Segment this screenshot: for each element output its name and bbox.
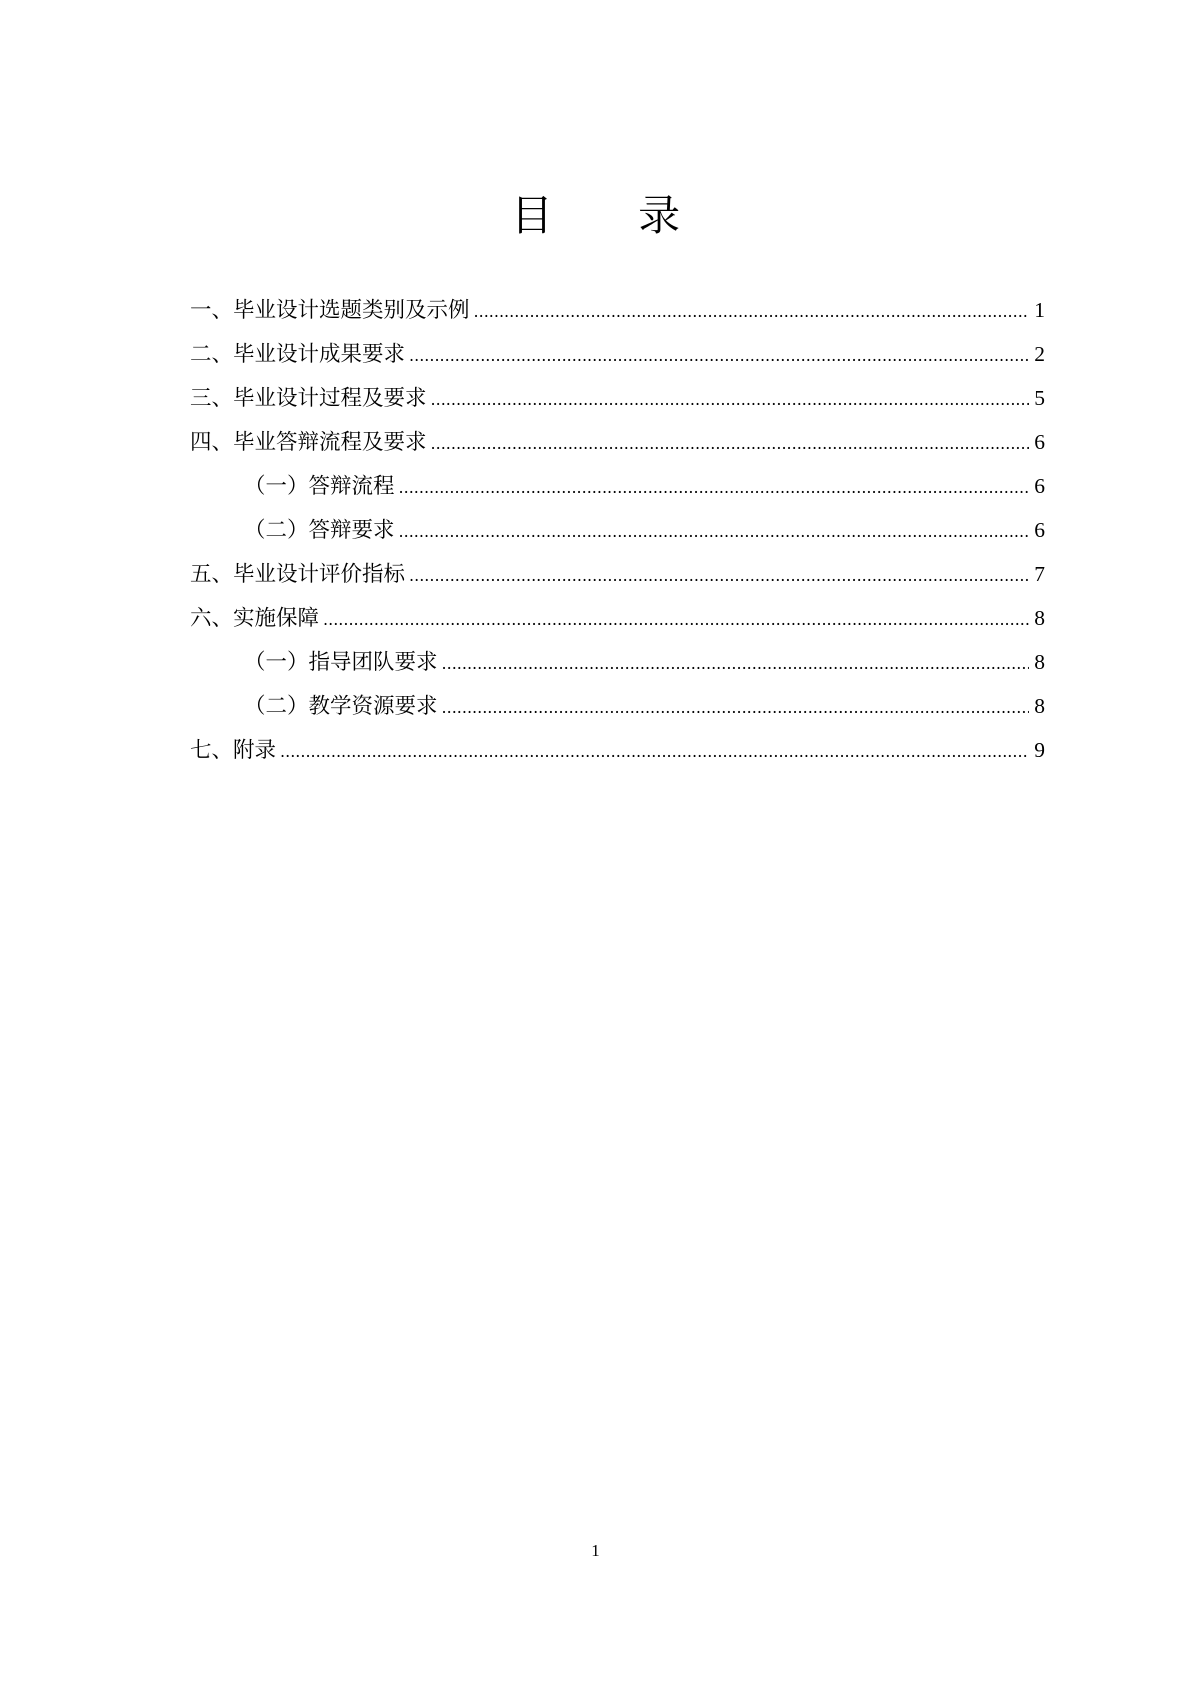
toc-entry-page: 8	[1034, 606, 1045, 630]
toc-entry-page: 6	[1034, 518, 1045, 542]
page-title: 目 录	[510, 191, 717, 240]
toc-entry[interactable]	[190, 596, 1045, 640]
toc-dot-leader	[431, 377, 1029, 422]
toc-entry[interactable]	[190, 332, 1045, 376]
toc-dot-leader	[442, 685, 1029, 730]
toc-entry-label: 三、毕业设计过程及要求	[190, 386, 427, 411]
toc-dot-leader	[399, 465, 1029, 510]
toc-entry-page: 5	[1034, 386, 1045, 410]
toc-entry-page: 9	[1034, 738, 1045, 762]
toc-subentry[interactable]	[190, 640, 1045, 684]
toc-dot-leader	[399, 509, 1029, 554]
toc-entry-label: 五、毕业设计评价指标	[190, 562, 406, 587]
toc-entry-label: 六、实施保障	[190, 606, 320, 631]
toc-entry-page: 8	[1034, 694, 1045, 718]
toc-dot-leader	[474, 289, 1029, 334]
toc-dot-leader	[280, 729, 1029, 774]
toc-entry-page: 7	[1034, 562, 1045, 586]
toc-entry-page: 6	[1034, 430, 1045, 454]
toc-dot-leader	[409, 553, 1029, 598]
toc-entry-label: 四、毕业答辩流程及要求	[190, 430, 427, 455]
toc-entry[interactable]	[190, 552, 1045, 596]
toc-entry-label: 二、毕业设计成果要求	[190, 342, 406, 367]
toc-entry-page: 6	[1034, 474, 1045, 498]
toc-entry-page: 1	[1034, 298, 1045, 322]
toc-dot-leader	[442, 641, 1029, 686]
toc-dot-leader	[431, 421, 1029, 466]
page-number: 1	[591, 1541, 600, 1560]
toc-dot-leader	[323, 597, 1029, 642]
toc-entry[interactable]	[190, 288, 1045, 332]
toc-entry-label: （二）答辩要求	[244, 518, 395, 543]
toc-subentry[interactable]	[190, 508, 1045, 552]
toc-dot-leader	[409, 333, 1029, 378]
toc-entry-page: 2	[1034, 342, 1045, 366]
toc-entry-label: 七、附录	[190, 738, 277, 763]
toc-entry-label: （二）教学资源要求	[244, 694, 438, 719]
toc-entry-page: 8	[1034, 650, 1045, 674]
toc-entry-label: （一）答辩流程	[244, 474, 395, 499]
toc-entry-label: 一、毕业设计选题类别及示例	[190, 298, 470, 323]
toc-subentry[interactable]	[190, 464, 1045, 508]
toc-subentry[interactable]	[190, 684, 1045, 728]
toc-entry[interactable]	[190, 420, 1045, 464]
toc-entry[interactable]	[190, 376, 1045, 420]
toc-entry-label: （一）指导团队要求	[244, 650, 438, 675]
toc-entry[interactable]	[190, 728, 1045, 772]
table-of-contents	[190, 288, 1045, 772]
